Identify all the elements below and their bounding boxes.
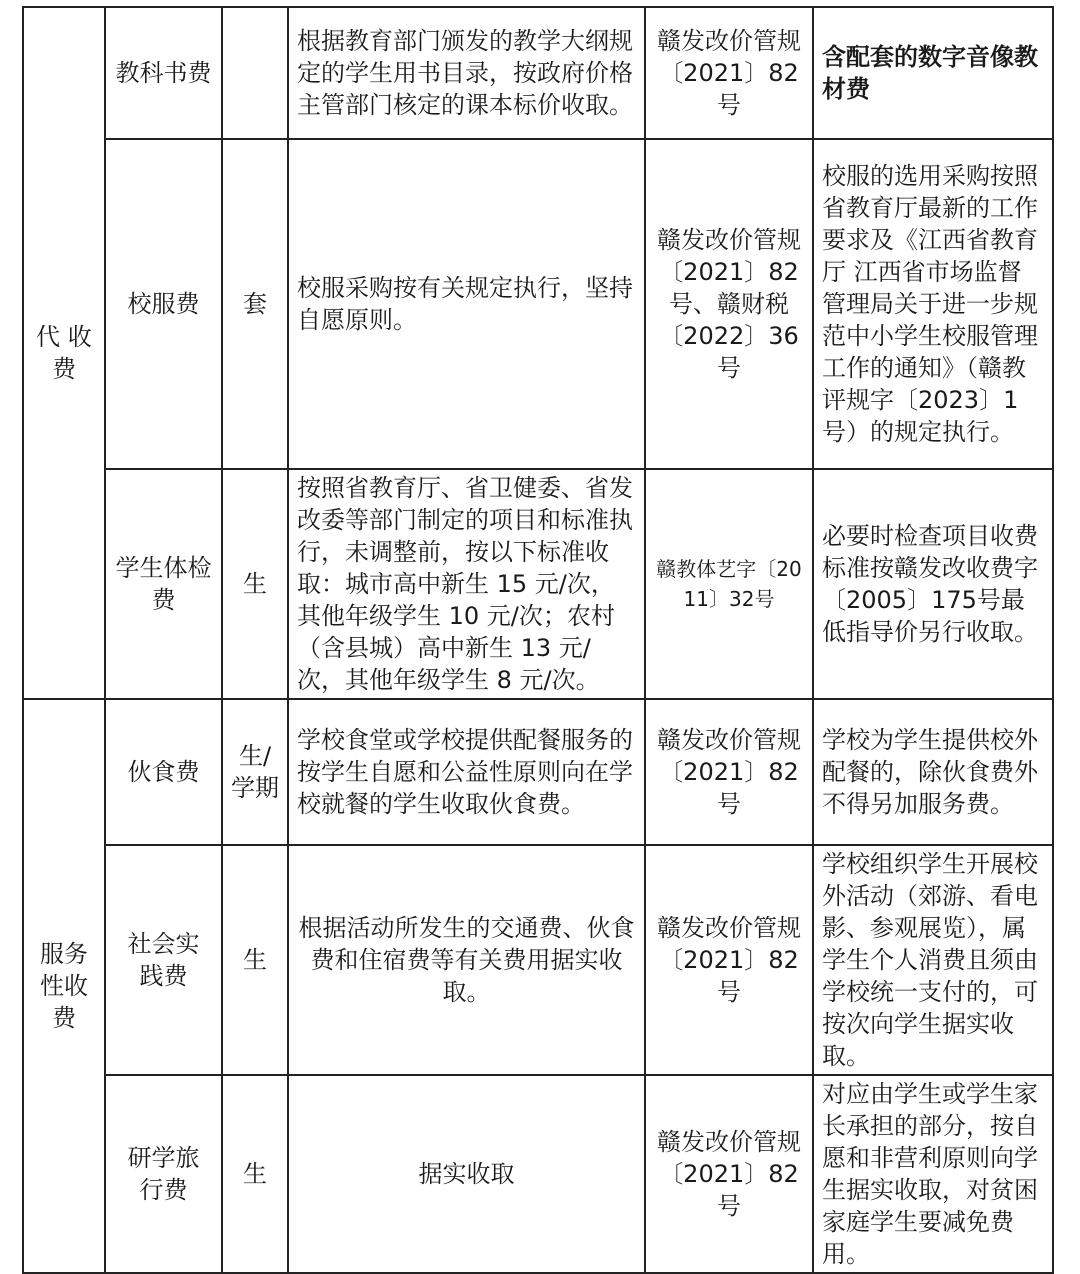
item-name-cell: 学生体检费 [105, 469, 222, 699]
item-name-cell: 校服费 [105, 139, 222, 469]
unit-cell: 生 [222, 469, 288, 699]
unit-cell: 生 [222, 845, 288, 1075]
basis-cell: 赣发改价管规〔2021〕82号、赣财税〔2022〕36号 [645, 139, 813, 469]
item-name-cell: 研学旅 行费 [105, 1075, 222, 1273]
unit-cell: 生/ 学期 [222, 699, 288, 845]
item-name-cell: 教科书费 [105, 7, 222, 139]
basis-cell: 赣发改价管规〔2021〕82号 [645, 699, 813, 845]
basis-cell: 赣发改价管规〔2021〕82号 [645, 1075, 813, 1273]
item-name-cell: 社会实 践费 [105, 845, 222, 1075]
unit-cell [222, 7, 288, 139]
note-cell: 对应由学生或学生家长承担的部分，按自愿和非营利原则向学生据实收取，对贫困家庭学生要减免费用。 [813, 1075, 1053, 1273]
table-row [23, 699, 1053, 845]
item-name-cell: 伙食费 [105, 699, 222, 845]
description-cell: 校服采购按有关规定执行，坚持自愿原则。 [288, 139, 645, 469]
basis-cell: 赣发改价管规〔2021〕82号 [645, 7, 813, 139]
table-row [23, 139, 1053, 469]
category-cell: 代 收 费 [23, 7, 105, 699]
table-row [23, 845, 1053, 1075]
note-cell: 必要时检查项目收费标准按赣发改收费字〔2005〕175号最低指导价另行收取。 [813, 469, 1053, 699]
note-cell: 校服的选用采购按照省教育厅最新的工作要求及《江西省教育厅 江西省市场监督管理局关于进一步规范中小学生校服管理工作的通知》（赣教评规字〔2023〕1号）的规定执行。 [813, 139, 1053, 469]
fee-table [22, 6, 1054, 1274]
unit-cell: 生 [222, 1075, 288, 1273]
table-row [23, 469, 1053, 699]
category-cell: 服务 性收 费 [23, 699, 105, 1273]
description-cell: 根据活动所发生的交通费、伙食费和住宿费等有关费用据实收取。 [288, 845, 645, 1075]
basis-cell: 赣发改价管规〔2021〕82号 [645, 845, 813, 1075]
description-cell: 根据教育部门颁发的教学大纲规定的学生用书目录，按政府价格主管部门核定的课本标价收取。 [288, 7, 645, 139]
description-cell: 据实收取 [288, 1075, 645, 1273]
description-cell: 按照省教育厅、省卫健委、省发改委等部门制定的项目和标准执行，未调整前，按以下标准收取：城市高中新生 15 元/次，其他年级学生 10 元/次；农村（含县城）高中新生 13 元/次，其他年级学生 8 元/次。 [288, 469, 645, 699]
unit-cell: 套 [222, 139, 288, 469]
table-row [23, 1075, 1053, 1273]
basis-cell: 赣教体艺字〔2011〕32号 [645, 469, 813, 699]
table-row [23, 7, 1053, 139]
note-cell: 含配套的数字音像教材费 [813, 7, 1053, 139]
note-cell: 学校为学生提供校外配餐的，除伙食费外不得另加服务费。 [813, 699, 1053, 845]
note-cell: 学校组织学生开展校外活动（郊游、看电影、参观展览），属学生个人消费且须由学校统一支付的，可按次向学生据实收取。 [813, 845, 1053, 1075]
description-cell: 学校食堂或学校提供配餐服务的按学生自愿和公益性原则向在学校就餐的学生收取伙食费。 [288, 699, 645, 845]
